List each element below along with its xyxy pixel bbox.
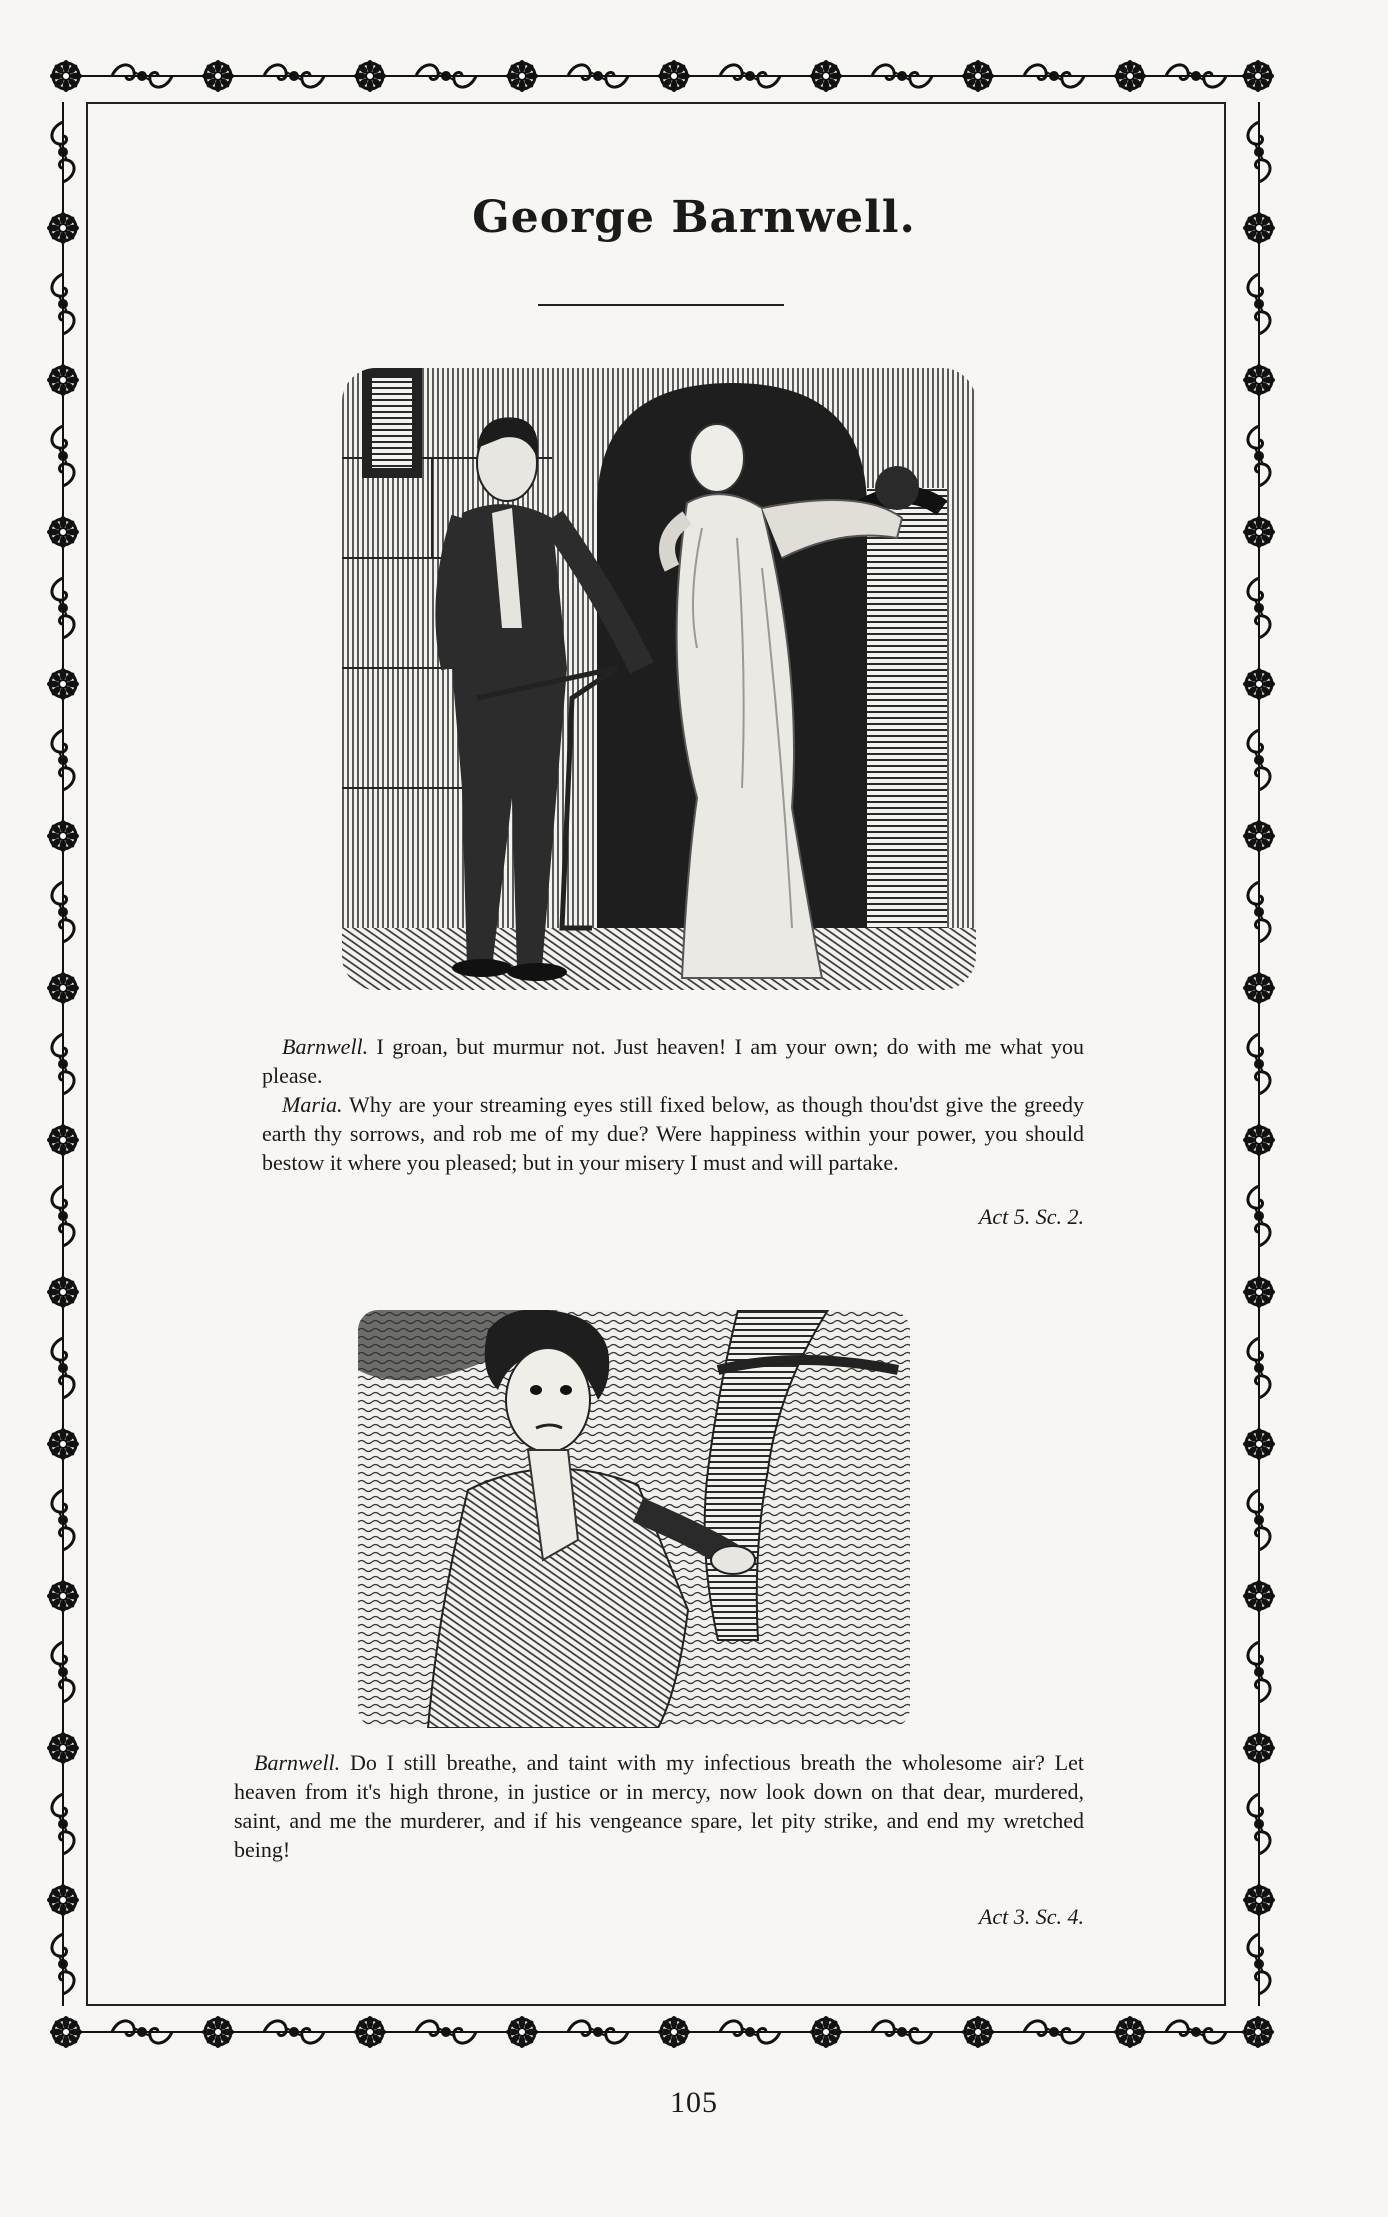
illustration-barnwell-despair — [358, 1310, 910, 1728]
title-rule — [538, 304, 784, 306]
ornamental-border-top — [32, 42, 1290, 110]
act-scene-citation: Act 3. Sc. 4. — [978, 1904, 1084, 1929]
dialogue-text: I groan, but murmur not. Just heaven! I am your own; do with me what you please. — [262, 1034, 1084, 1088]
ornamental-border-right — [1228, 42, 1290, 2066]
ornamental-border-left — [32, 42, 94, 2066]
illustration-prison-scene — [342, 368, 976, 990]
page-title: George Barnwell. — [472, 192, 916, 243]
speaker-name: Barnwell. — [254, 1750, 341, 1775]
page-number: 105 — [670, 2086, 718, 2119]
speaker-name: Maria. — [282, 1092, 343, 1117]
caption-prison-scene — [262, 1032, 1084, 1177]
dialogue-line — [262, 1032, 1084, 1090]
dialogue-line — [262, 1090, 1084, 1177]
dialogue-text: Why are your streaming eyes still fixed below, as though thou'dst give the greedy earth thy sorrows, and rob me of my due? Were happiness within your power, you should bestow it where you pleased; but in your misery I must and will partake. — [262, 1092, 1084, 1175]
act-scene-citation: Act 5. Sc. 2. — [978, 1204, 1084, 1229]
speaker-name: Barnwell. — [282, 1034, 369, 1059]
dialogue-line — [234, 1748, 1084, 1864]
ornamental-border-bottom — [32, 1998, 1290, 2066]
dialogue-text: Do I still breathe, and taint with my infectious breath the wholesome air? Let heaven from it's high throne, in justice or in mercy, now look down on that dear, murdered, saint, and me the murderer, and if his vengeance spare, let pity strike, and end my wretched being! — [234, 1750, 1084, 1862]
caption-barnwell-despair — [234, 1748, 1084, 1864]
